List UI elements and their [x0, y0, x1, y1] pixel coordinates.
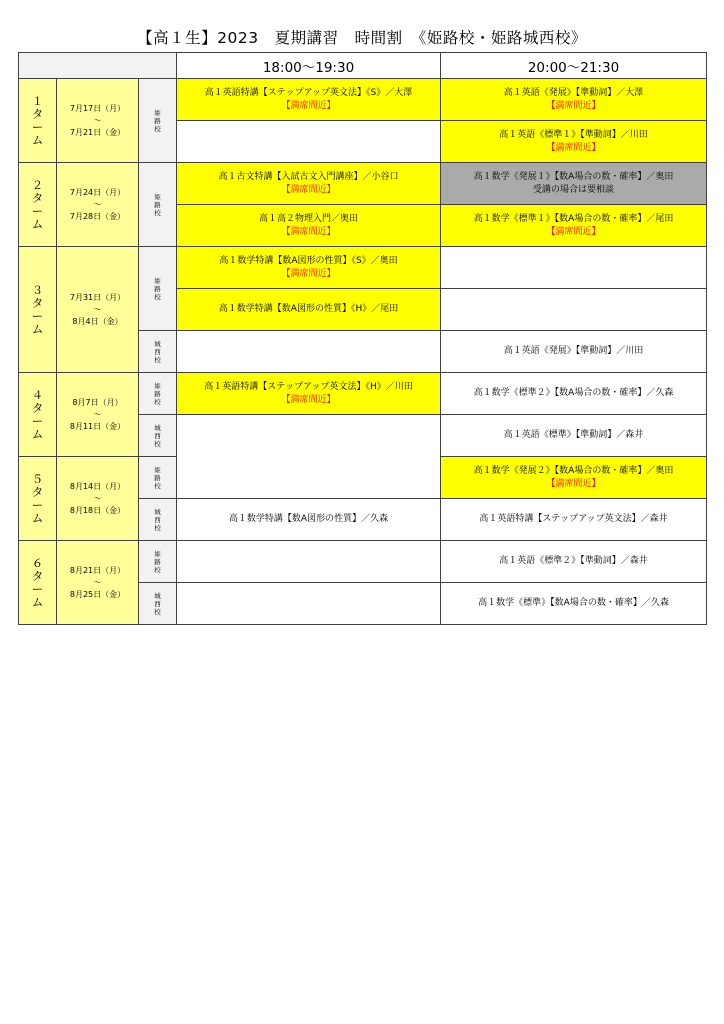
class-cell: 高１数学《標準》【数A場合の数・確率】／久森 [441, 583, 707, 625]
table-row [19, 373, 707, 415]
class-cell: 高１数学《発展２》【数A場合の数・確率】／奥田 【満席間近】 [441, 457, 707, 499]
table-row [19, 79, 707, 121]
term-label: ５ タ ー ム [19, 457, 57, 541]
empty-cell [177, 541, 441, 583]
header-corner [19, 53, 177, 79]
class-cell: 高１数学《標準２》【数A場合の数・確率】／久森 [441, 373, 707, 415]
time-slot-2: 20:00～21:30 [441, 53, 707, 79]
empty-cell [177, 331, 441, 373]
header-row [19, 53, 707, 79]
term-dates: 7月31日（月） ～ 8月4日（金） [57, 247, 139, 373]
term-label: ３ タ ー ム [19, 247, 57, 373]
campus-label: 城 西 校 [139, 331, 177, 373]
empty-cell [177, 415, 441, 499]
class-cell: 高１英語特講【ステップアップ英文法】《H》／川田 【満席間近】 [177, 373, 441, 415]
term-dates: 8月14日（月） ～ 8月18日（金） [57, 457, 139, 541]
term-dates: 8月21日（月） ～ 8月25日（金） [57, 541, 139, 625]
campus-label: 姫 路 校 [139, 79, 177, 163]
class-cell: 高１英語《発展》【準動詞】／川田 [441, 331, 707, 373]
class-cell: 高１英語特講【ステップアップ英文法】／森井 [441, 499, 707, 541]
class-cell: 高１数学《標準１》【数A場合の数・確率】／尾田 【満席間近】 [441, 205, 707, 247]
class-cell: 高１英語《標準２》【準動詞】／森井 [441, 541, 707, 583]
campus-label: 姫 路 校 [139, 457, 177, 499]
empty-cell [177, 583, 441, 625]
term-label: ４ タ ー ム [19, 373, 57, 457]
class-cell: 高１数学《発展１》【数A場合の数・確率】／奥田 受講の場合は要相談 [441, 163, 707, 205]
empty-cell [441, 289, 707, 331]
class-cell: 高１高２物理入門／奥田 【満席間近】 [177, 205, 441, 247]
class-cell: 高１数学特講【数A図形の性質】《H》／尾田 [177, 289, 441, 331]
campus-label: 城 西 校 [139, 499, 177, 541]
campus-label: 姫 路 校 [139, 247, 177, 331]
term-dates: 7月17日（月） ～ 7月21日（金） [57, 79, 139, 163]
term-label: ２ タ ー ム [19, 163, 57, 247]
class-cell: 高１英語《標準》【準動詞】／森井 [441, 415, 707, 457]
time-slot-1: 18:00～19:30 [177, 53, 441, 79]
class-cell: 高１数学特講【数A図形の性質】《S》／奥田 【満席間近】 [177, 247, 441, 289]
class-cell: 高１英語《発展》【準動詞】／大澤 【満席間近】 [441, 79, 707, 121]
term-label: １ タ ー ム [19, 79, 57, 163]
table-row [19, 163, 707, 205]
empty-cell [177, 121, 441, 163]
campus-label: 姫 路 校 [139, 541, 177, 583]
class-cell: 高１古文特講【入試古文入門講座】／小谷口 【満席間近】 [177, 163, 441, 205]
table-row [19, 247, 707, 289]
empty-cell [441, 247, 707, 289]
class-cell: 高１英語《標準１》【準動詞】／川田 【満席間近】 [441, 121, 707, 163]
campus-label: 城 西 校 [139, 583, 177, 625]
class-cell: 高１数学特講【数A図形の性質】／久森 [177, 499, 441, 541]
term-dates: 7月24日（月） ～ 7月28日（金） [57, 163, 139, 247]
class-cell: 高１英語特講【ステップアップ英文法】《S》／大澤 【満席間近】 [177, 79, 441, 121]
page-title: 【高１生】2023 夏期講習 時間割 《姫路校・姫路城西校》 [137, 29, 587, 47]
campus-label: 城 西 校 [139, 415, 177, 457]
term-dates: 8月7日（月） ～ 8月11日（金） [57, 373, 139, 457]
campus-label: 姫 路 校 [139, 163, 177, 247]
term-label: ６ タ ー ム [19, 541, 57, 625]
table-row [19, 541, 707, 583]
campus-label: 姫 路 校 [139, 373, 177, 415]
schedule-table [18, 52, 707, 625]
